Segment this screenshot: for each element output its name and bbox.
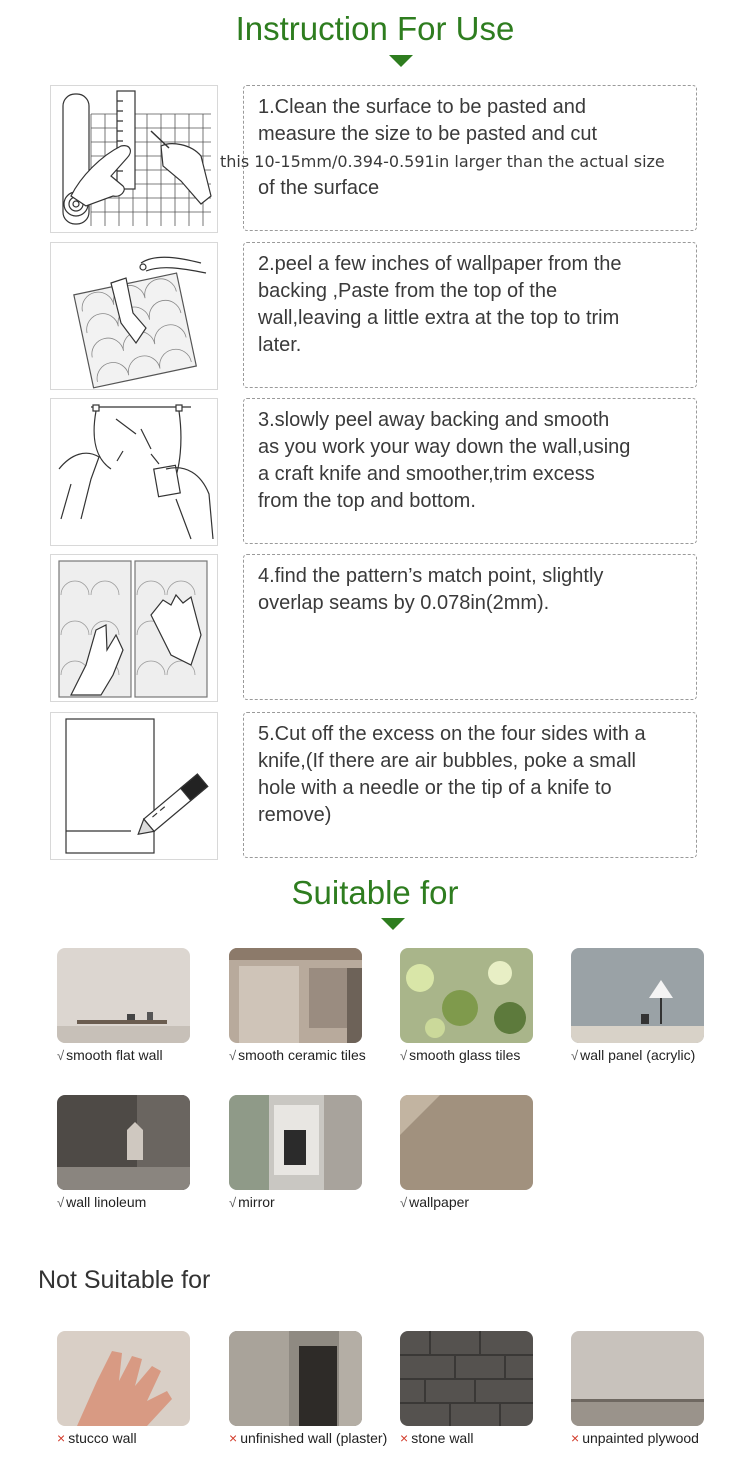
surface-photo <box>400 1331 533 1426</box>
surface-label: smooth flat wall <box>66 1047 163 1063</box>
surface-card <box>57 1095 190 1210</box>
step-5-line-3: hole with a needle or the tip of a knife to <box>258 777 612 799</box>
surface-label: mirror <box>238 1194 275 1210</box>
surface-card <box>400 948 533 1063</box>
not-suitable-title: Not Suitable for <box>38 1266 211 1294</box>
step-1-text <box>220 85 697 231</box>
surface-card <box>57 948 190 1063</box>
surface-photo <box>229 948 362 1043</box>
step-2-text <box>243 242 697 388</box>
surface-photo <box>57 1331 190 1426</box>
check-icon: √ <box>400 1195 408 1210</box>
step-4-illustration <box>50 554 218 702</box>
step-2-line-3: wall,leaving a little extra at the top to trim <box>258 307 620 329</box>
step-1-line-4: of the surface <box>258 177 380 199</box>
step-2-line-2: backing ,Paste from the top of the <box>258 280 558 302</box>
surface-label: unfinished wall (plaster) <box>240 1430 388 1446</box>
step-1-line-2: measure the size to be pasted and cut <box>258 123 598 145</box>
check-icon: √ <box>57 1195 65 1210</box>
step-5-line-4: remove) <box>258 804 332 826</box>
surface-photo <box>229 1095 362 1190</box>
surface-label: unpainted plywood <box>582 1430 699 1446</box>
surface-label: smooth glass tiles <box>409 1047 521 1063</box>
surface-card <box>571 948 704 1063</box>
surface-photo <box>57 1095 190 1190</box>
step-2-line-1: 2.peel a few inches of wallpaper from the <box>258 253 622 275</box>
check-icon: √ <box>400 1048 408 1063</box>
step-5-line-2: knife,(If there are air bubbles, poke a small <box>258 750 636 772</box>
cross-icon: × <box>57 1430 66 1446</box>
step-5-illustration <box>50 712 218 860</box>
step-4-line-1: 4.find the pattern’s match point, slightly <box>258 565 604 587</box>
surface-card <box>400 1095 533 1210</box>
step-3-line-1: 3.slowly peel away backing and smooth <box>258 409 610 431</box>
surface-card <box>229 1095 362 1210</box>
surface-label: wallpaper <box>409 1194 470 1210</box>
title-arrow-icon <box>389 55 413 67</box>
surface-photo <box>400 1095 533 1190</box>
step-1-line-1: 1.Clean the surface to be pasted and <box>258 96 587 118</box>
surface-card <box>57 1331 190 1446</box>
surface-card <box>571 1331 704 1446</box>
suitable-arrow-icon <box>381 918 405 930</box>
surface-photo <box>571 1331 704 1426</box>
step-3-line-2: as you work your way down the wall,using <box>258 436 631 458</box>
check-icon: √ <box>229 1195 237 1210</box>
step-2-illustration <box>50 242 218 390</box>
surface-label: stucco wall <box>68 1430 137 1446</box>
surface-label: wall panel (acrylic) <box>580 1047 696 1063</box>
cross-icon: × <box>571 1430 580 1446</box>
step-3-line-4: from the top and bottom. <box>258 490 476 512</box>
surface-label: smooth ceramic tiles <box>238 1047 366 1063</box>
step-1-illustration <box>50 85 218 233</box>
surface-photo <box>229 1331 362 1426</box>
surface-photo <box>400 948 533 1043</box>
surface-label: wall linoleum <box>66 1194 147 1210</box>
suitable-title: Suitable for <box>291 874 459 911</box>
instruction-title: Instruction For Use <box>235 10 515 47</box>
check-icon: √ <box>57 1048 65 1063</box>
surface-photo <box>571 948 704 1043</box>
surface-label: stone wall <box>411 1430 474 1446</box>
step-5-text <box>243 712 697 858</box>
surface-card <box>229 948 366 1063</box>
check-icon: √ <box>571 1048 579 1063</box>
step-3-illustration <box>50 398 218 546</box>
step-4-text <box>243 554 697 700</box>
cross-icon: × <box>229 1430 238 1446</box>
step-4-line-2: overlap seams by 0.078in(2mm). <box>258 592 550 614</box>
step-2-line-4: later. <box>258 334 302 356</box>
cross-icon: × <box>400 1430 409 1446</box>
surface-photo <box>57 948 190 1043</box>
step-5-line-1: 5.Cut off the excess on the four sides with a <box>258 723 646 745</box>
step-3-text <box>243 398 697 544</box>
step-3-line-3: a craft knife and smoother,trim excess <box>258 463 595 485</box>
step-1-small-note: this 10-15mm/0.394-0.591in larger than the actual size <box>220 152 665 171</box>
surface-card <box>229 1331 388 1446</box>
check-icon: √ <box>229 1048 237 1063</box>
surface-card <box>400 1331 533 1446</box>
